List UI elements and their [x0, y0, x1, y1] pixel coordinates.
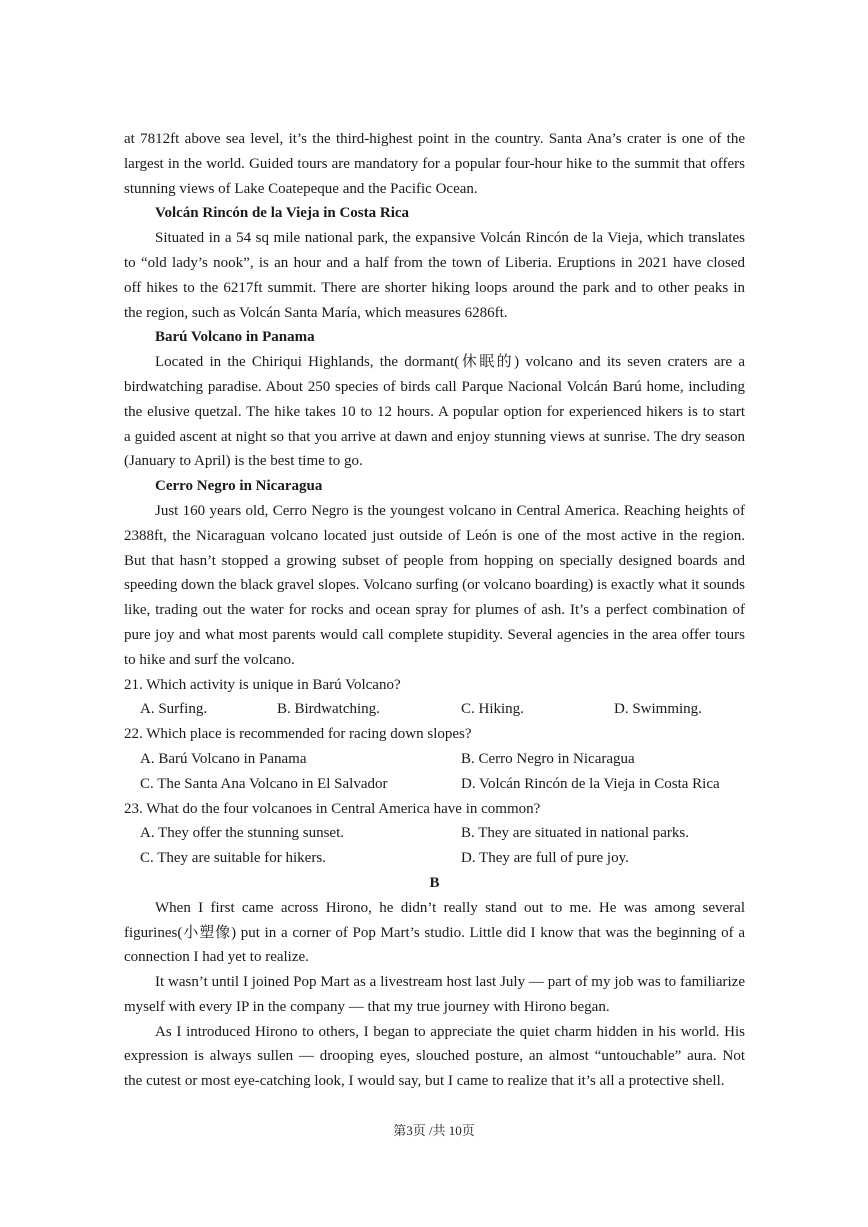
- heading-cerro: Cerro Negro in Nicaragua: [155, 478, 323, 495]
- option-d: D. Swimming.: [614, 701, 702, 718]
- page-number: 第3页 /共 10页: [393, 1123, 475, 1138]
- text-line: 2388ft, the Nicaraguan volcano located just outside of León is one of the most active in the region.: [124, 527, 745, 544]
- text-line: myself with every IP in the company — that my true journey with Hirono began.: [124, 998, 610, 1015]
- text-line: Located in the Chiriqui Highlands, the dormant(休眠的) volcano and its seven craters are a: [155, 354, 745, 371]
- text-line: the region, such as Volcán Santa María, which measures 6286ft.: [124, 304, 508, 321]
- text-line: the elusive quetzal. The hike takes 10 to 12 hours. A popular option for experienced hikers is to start: [124, 403, 745, 420]
- option-row: [124, 747, 745, 772]
- option-a: A. Surfing.: [140, 701, 208, 718]
- text-line: to hike and surf the volcano.: [124, 651, 295, 668]
- text-line: connection I had yet to realize.: [124, 949, 309, 966]
- text-line: largest in the world. Guided tours are mandatory for a popular four-hour hike to the summit that offers: [124, 155, 745, 172]
- page-content: [124, 127, 745, 1094]
- paragraph-cerro: [124, 499, 745, 673]
- question-stem: 22. Which place is recommended for racing down slopes?: [124, 726, 472, 743]
- question-stem: 21. Which activity is unique in Barú Volcano?: [124, 676, 401, 693]
- text-line: As I introduced Hirono to others, I began to appreciate the quiet charm hidden in his world. His: [155, 1023, 745, 1040]
- option-d: D. They are full of pure joy.: [461, 850, 629, 867]
- option-row: [124, 772, 745, 797]
- passage-b-paragraph-3: [124, 1020, 745, 1094]
- text-line: speeding down the black gravel slopes. Volcano surfing (or volcano boarding) is exactly what it sounds: [124, 577, 745, 594]
- option-a: A. Barú Volcano in Panama: [140, 750, 307, 767]
- text-line: off hikes to the 6217ft summit. There are shorter hiking loops around the park and to other peaks in: [124, 279, 745, 296]
- text-line: figurines(小塑像) put in a corner of Pop Mart’s studio. Little did I know that was the beginning of a: [124, 924, 745, 941]
- option-b: B. They are situated in national parks.: [461, 825, 689, 842]
- option-row: [124, 821, 745, 846]
- question-22: [124, 722, 745, 796]
- option-c: C. They are suitable for hikers.: [140, 850, 326, 867]
- option-c: C. Hiking.: [461, 701, 524, 718]
- paragraph-baru: [124, 350, 745, 474]
- text-line: at 7812ft above sea level, it’s the third-highest point in the country. Santa Ana’s crater is one of the: [124, 131, 745, 147]
- option-row: [124, 846, 745, 871]
- option-b: B. Birdwatching.: [277, 701, 380, 718]
- text-line: birdwatching paradise. About 250 species of birds call Parque Nacional Volcán Barú home, including: [124, 378, 745, 395]
- text-line: (January to April) is the best time to go.: [124, 453, 363, 470]
- text-line: to “old lady’s nook”, is an hour and a half from the town of Liberia. Eruptions in 2021 have closed: [124, 254, 745, 271]
- option-row: [124, 697, 745, 722]
- text-line: a guided ascent at night so that you arrive at dawn and enjoy stunning views at sunrise. The dry season: [124, 428, 745, 445]
- option-b: B. Cerro Negro in Nicaragua: [461, 750, 635, 767]
- text-line: stunning views of Lake Coatepeque and the Pacific Ocean.: [124, 180, 478, 197]
- heading-baru: Barú Volcano in Panama: [155, 329, 315, 346]
- question-21: [124, 673, 745, 723]
- text-line: Situated in a 54 sq mile national park, the expansive Volcán Rincón de la Vieja, which translates: [155, 230, 745, 247]
- section-b-title: B: [429, 874, 440, 891]
- text-line: But that hasn’t stopped a growing subset of people from hopping on specially designed boards and: [124, 552, 745, 569]
- passage-b-paragraph-1: [124, 896, 745, 970]
- text-line: like, trading out the water for rocks and ocean spray for plumes of ash. It’s a perfect combination of: [124, 602, 745, 619]
- paragraph-rincon: [124, 226, 745, 325]
- option-a: A. They offer the stunning sunset.: [140, 825, 345, 842]
- text-line: Just 160 years old, Cerro Negro is the youngest volcano in Central America. Reaching heights of: [155, 502, 745, 519]
- question-stem: 23. What do the four volcanoes in Central America have in common?: [124, 800, 541, 817]
- text-line: When I first came across Hirono, he didn’t really stand out to me. He was among several: [155, 899, 745, 916]
- text-line: the cutest or most eye-catching look, I would say, but I came to realize that it’s all a protective shell.: [124, 1073, 725, 1090]
- passage-b-paragraph-2: [124, 970, 745, 1020]
- paragraph-santa-ana: [124, 127, 745, 201]
- text-line: expression is always sullen — drooping eyes, slouched posture, an almost “untouchable” aura. Not: [124, 1048, 745, 1065]
- text-line: pure joy and what most parents would call complete stupidity. Several agencies in the area offer tours: [124, 626, 745, 643]
- question-23: [124, 797, 745, 871]
- option-c: C. The Santa Ana Volcano in El Salvador: [140, 775, 388, 792]
- option-d: D. Volcán Rincón de la Vieja in Costa Rica: [461, 775, 720, 792]
- text-line: It wasn’t until I joined Pop Mart as a livestream host last July — part of my job was to familiarize: [155, 974, 745, 991]
- heading-rincon: Volcán Rincón de la Vieja in Costa Rica: [155, 205, 410, 222]
